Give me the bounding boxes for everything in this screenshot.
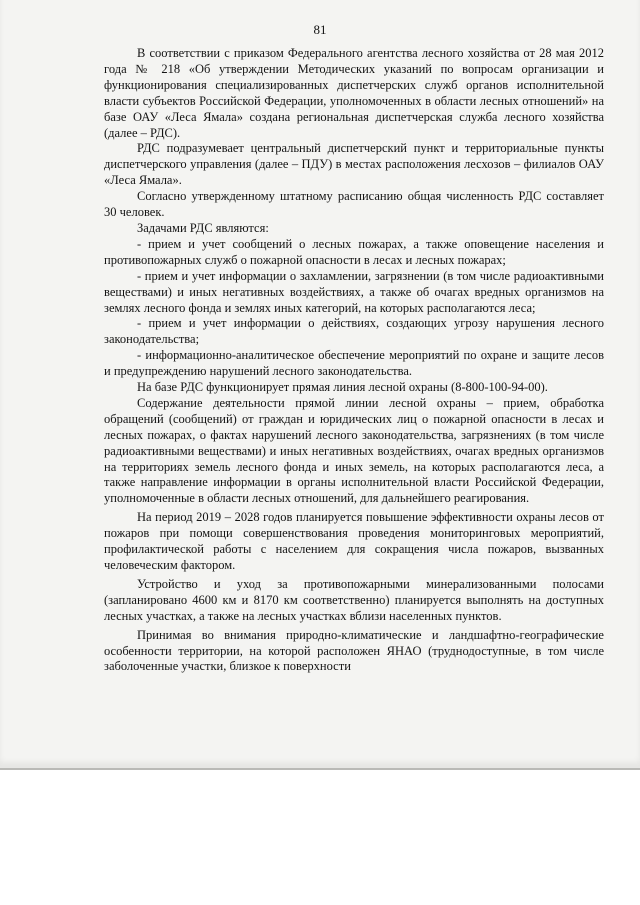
document-body [104, 46, 604, 675]
list-item-analytics: - информационно-аналитическое обеспечение мероприятий по охране и защите лесов и предупреждению нарушений лесного законодательства. [104, 348, 604, 379]
paragraph-hotline-activities: Содержание деятельности прямой линии лесной охраны – прием, обработка обращений (сообщений) от граждан и юридических лиц о пожарной опасности в лесах и лесных пожарах, о фактах нарушений лесного законодательства, загрязнениях (в том числе радиоактивными веществами) и иных негативных воздействиях, очагах вредных организмов на территориях земель лесного фонда и иных земель, на которых располагаются леса, а также направление информации в органы исполнительной власти Российской Федерации, уполномоченные в области лесных отношений, для дальнейшего реагирования. [104, 395, 604, 506]
list-item-pollution-info: - прием и учет информации о захламлении, загрязнении (в том числе радиоактивными веществами) и иных негативных воздействиях, а также об очагах вредных организмов на землях лесного фонда и землях иных категорий, на которых располагаются леса; [104, 268, 604, 315]
paragraph-rds-structure: РДС подразумевает центральный диспетчерский пункт и территориальные пункты диспетчерского управления (далее – ПДУ) в местах расположения лесхозов – филиалов ОАУ «Леса Ямала». [104, 141, 604, 188]
paragraph-natural-features: Принимая во внимания природно-климатические и ландшафтно-географические особенности территории, на которой расположен ЯНАО (труднодоступные, в том числе заболоченные участки, близкое к поверхности [104, 627, 604, 674]
paragraph-hotline: На базе РДС функционирует прямая линия лесной охраны (8-800-100-94-00). [137, 380, 548, 395]
page-number: 81 [313, 22, 327, 37]
list-item-law-violations: - прием и учет информации о действиях, создающих угрозу нарушения лесного законодательства; [104, 316, 604, 347]
paragraph-rds-staff: Согласно утвержденному штатному расписанию общая численность РДС составляет 30 человек. [104, 189, 604, 220]
paragraph-planning-period: На период 2019 – 2028 годов планируется повышение эффективности охраны лесов от пожаров при помощи совершенствования проведения мониторинговых мероприятий, профилактической работы с населением для сокращения числа пожаров, вызванных человеческим фактором. [104, 510, 604, 572]
list-item-fire-reports: - прием и учет сообщений о лесных пожарах, а также оповещение населения и противопожарных служб о пожарной опасности в лесах и лесных пожарах; [104, 236, 604, 267]
paragraph-tasks-heading: Задачами РДС являются: [137, 220, 269, 235]
paragraph-order-reference: В соответствии с приказом Федерального агентства лесного хозяйства от 28 мая 2012 года № 218 «Об утверждении Методических указаний по вопросам организации и функционирования специализированных диспетчерских служб органов исполнительной власти субъектов Российской Федерации, уполномоченных в области лесных отношений» на базе ОАУ «Леса Ямала» создана региональная диспетчерская служба лесного хозяйства (далее – РДС). [104, 46, 604, 140]
paragraph-firebreaks: Устройство и уход за противопожарными минерализованными полосами (запланировано 4600 км и 8170 км соответственно) планируется выполнять на доступных лесных участках, а также на лесных участках вблизи населенных пунктов. [104, 576, 604, 623]
